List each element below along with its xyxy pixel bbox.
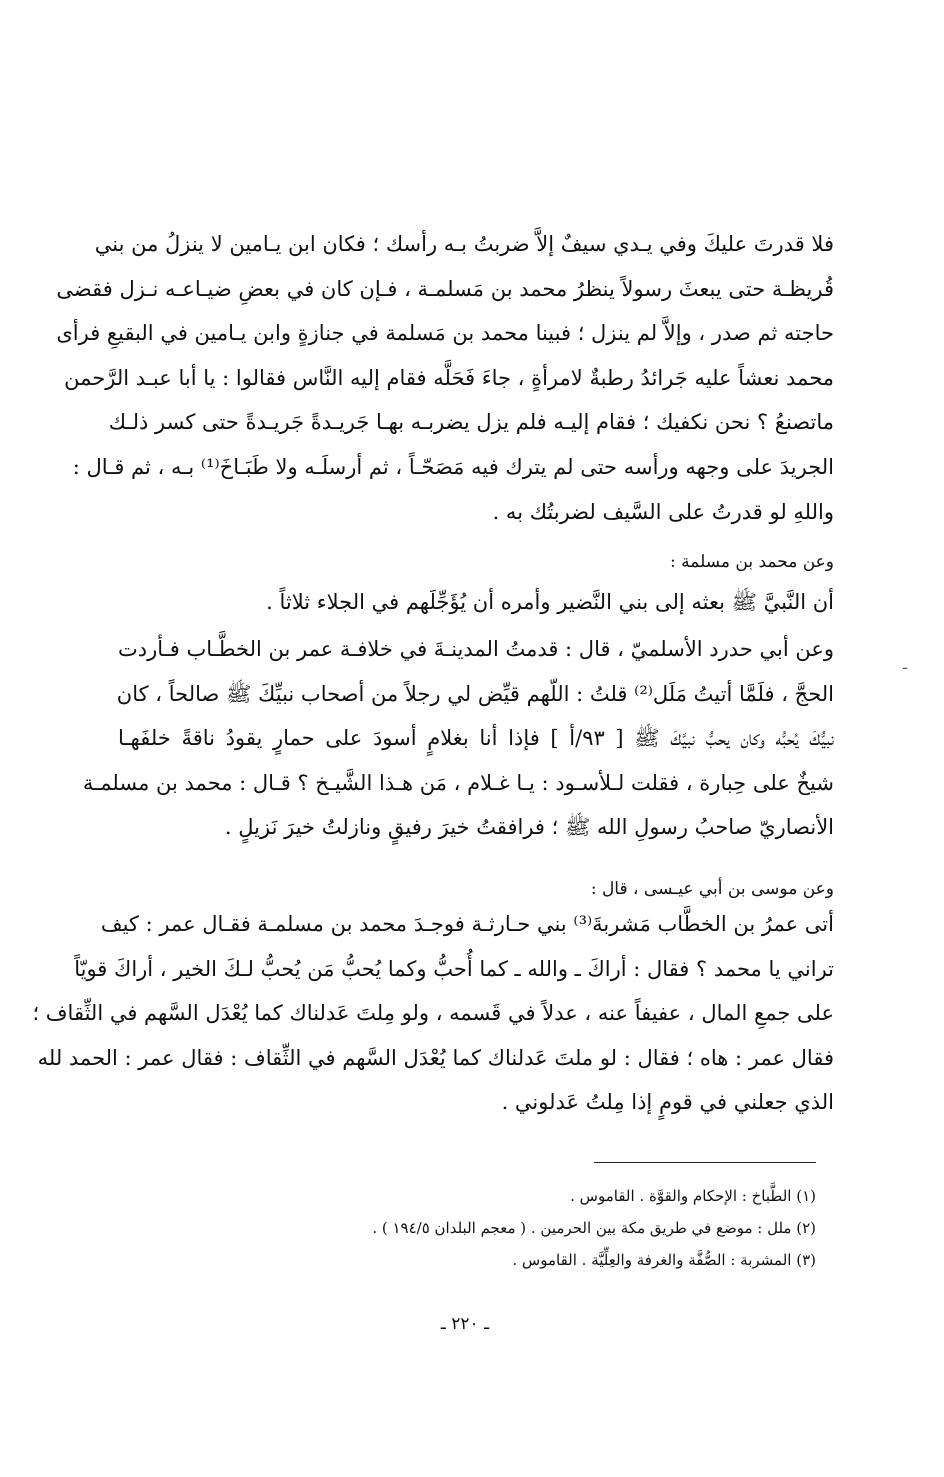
text-line: الحجَّ ، فلَمَّا أتيتُ مَلَل⁽²⁾ قلتُ : اللّهم قيِّض لي رجلاً من أصحاب نبيِّكَ ﷺ صالحاً ، كان — [116, 681, 834, 706]
text-line: على جمعِ المال ، عفيفاً عنه ، عدلاً في قَسمه ، ولو مِلتَ عَدلناك كما يُعْدَل السَّهم في الثِّقاف ؛ — [32, 1001, 834, 1026]
text-line: محمد نعشاً عليه جَرائدُ رطبةٌ لامرأةٍ ، جاءَ فَحَلَّه فقام إليه النَّاس فقالوا : يا أبا عبـد الرَّحمن — [64, 365, 834, 390]
page-number: ـ ٢٢٠ ـ — [440, 1314, 490, 1334]
section-heading: وعن موسى بن أبي عيـسى ، قال : — [590, 879, 834, 899]
paragraph-3 — [32, 902, 834, 1125]
text-line: حاجته ثم صدر ، وإلاَّ لم ينزل ؛ فبينا محمد بن مَسلمة في جنازةٍ وابن يـامين في البقيعِ فرأى — [56, 321, 834, 346]
text-line: أتى عمرُ بن الخطَّاب مَشربةَ⁽³⁾ بني حـارثـة فوجـدَ محمد بن مسلمـة فقـال عمر : كيف — [100, 912, 834, 936]
paragraph-2 — [82, 627, 834, 850]
margin-mark: ـ — [903, 657, 908, 673]
text-line: شيخٌ على حِبارة ، فقلت لـلأسـود : يـا غـلام ، مَن هـذا الشَّيـخ ؟ قـال : محمد بن مسلمـة — [82, 770, 834, 795]
footnote: (٢) ملل : موضع في طريق مكة بين الحرمين . ( معجم البلدان ١٩٤/٥ ) . — [372, 1219, 816, 1237]
text-line: واللهِ لو قدرتُ على السَّيف لضربتُك به . — [492, 499, 834, 524]
footnotes — [196, 1180, 816, 1276]
footnote: (١) الطَّباخ : الإحكام والقوَّة . القاموس . — [570, 1187, 816, 1205]
text-line: تراني يا محمد ؟ فقال : أراكَ ـ والله ـ كما أُحبُّ وكما يُحبُّ مَن يُحبُّ لـكَ الخير ، أراكَ قويّاً — [74, 956, 834, 981]
footnote: (٣) المشربة : الصُّفَّة والغرفة والعِلِّيَّة . القاموس . — [512, 1251, 816, 1269]
text-line: ماتصنعُ ؟ نحن نكفيك ؛ فقام إليـه فلم يزل يضربـه بهـا جَريـدةً جَريـدةً حتى كسر ذلـك — [108, 410, 834, 435]
text-line: فقال عمر : هاه ؛ فقال : لو ملتَ عَدلناك كما يُعْدَل السَّهم في الثِّقاف : فقال عمر : الحمد لله — [37, 1045, 834, 1070]
paragraph-1 — [56, 222, 834, 534]
hadith-text: أن النَّبيَّ ﷺ بعثه إلى بني النَّضير وأمره أن يُؤَجِّلَهم في الجلاء ثلاثاً . — [266, 590, 834, 614]
text-line: الأنصاريّ صاحبُ رسولِ الله ﷺ ؛ فرافقتُ خيرَ رفيقٍ ونازلتُ خيرَ نَزيلٍ . — [224, 815, 834, 840]
section-heading: وعن محمد بن مسلمة : — [670, 552, 834, 572]
text-line: وعن أبي حدرد الأسلميّ ، قال : قدمتُ المدينـةَ في خلافـة عمر بن الخطَّـاب فـأردت — [117, 637, 834, 661]
text-line: الذي جعلني في قومٍ إذا مِلتُ عَدلوني . — [501, 1090, 834, 1115]
text-line: نبيُّكَ يُحبُّه وكان يحبُّ نبيَّكَ ﷺ [ ٩٣/أ ] فإذا أنا بغلامٍ أسودَ على حمارٍ يقودُ ناقةً خلفَهـا — [118, 726, 834, 751]
footnote-divider — [594, 1162, 816, 1163]
text-line: الجريدَ على وجهه ورأسه حتى لم يترك فيه مَصَحّـاً ، ثم أرسلَـه ولا طَبَـاخَ⁽¹⁾ بـه ، ثم قـال : — [72, 454, 834, 479]
text-line: فلا قدرتَ عليكَ وفي يـدي سيفٌ إلاَّ ضربتُ بـه رأسك ؛ فكان ابن يـامين لا ينزلُ من بني — [94, 232, 834, 256]
text-line: قُريظـة حتى يبعثَ رسولاً ينظرُ محمد بن مَسلمـة ، فـإن كان في بعضِ ضيـاعـه نـزل فقضى — [56, 276, 834, 301]
